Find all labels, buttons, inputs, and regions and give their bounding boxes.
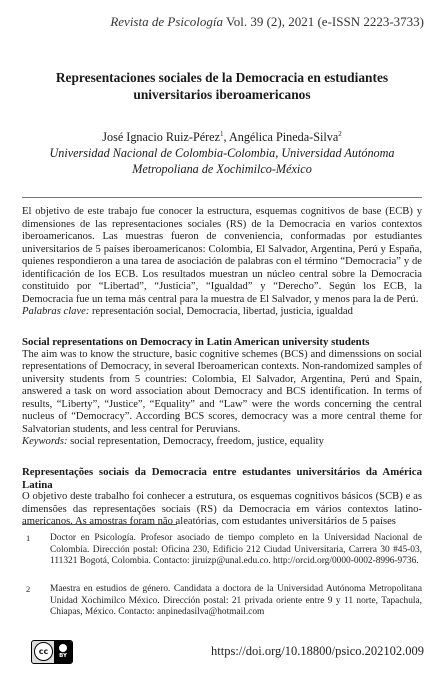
abstract-portuguese-text: O objetivo deste trabalho foi conhecer a estrutura, os esquemas cognitivos básicos (SCB) e as dimensões das representações sociais (RS) da Democracia em vários contextos latino-americanos. As amostras foram não aleatórias, com estudantes universitários de 5 países xyxy=(22,491,422,527)
journal-name: Revista de Psicología xyxy=(110,14,223,29)
affiliation-line-2: Metropoliana de Xochimilco-México xyxy=(132,162,312,177)
author-1: José Ignacio Ruiz-Pérez xyxy=(102,130,221,145)
keywords-spanish xyxy=(22,306,422,319)
abstract-spanish-text: El objetivo de este trabajo fue conocer la estructura, esquemas cognitivos de base (ECB) y dimensiones de las representaciones sociales (RS) de la Democracia en varios contextos iberoamericanos. Las muestras fueron de conveniencia, conformadas por estudiantes universitarios de 5 países iberoamericanos: Colombia, El Salvador, Argentina, Perú y España, quienes respondieron a una tarea de asociación de palabras con el término “Democracia” y de identificación de los ECB. Los resultados muestran un núcleo central sobre la Democracia constituido por “Libertad”, “Justicia”, “Igualdad” y “Derecho”. Según los ECB, la Democracia fue un tema más central para la muestra de El Salvador, y menos para la de Perú. xyxy=(22,206,422,305)
keywords-spanish-label: Palabras clave: xyxy=(22,306,90,317)
abstract-portuguese xyxy=(22,466,422,529)
footnote-2 xyxy=(22,584,422,619)
abstract-portuguese-heading: Representações sociais da Democracia entre estudantes universitários da América Latina xyxy=(22,466,422,491)
abstract-english xyxy=(22,336,422,449)
keywords-english-label: Keywords: xyxy=(22,436,68,447)
keywords-english-list: social representation, Democracy, freedom, justice, equality xyxy=(67,436,324,447)
keywords-spanish-list: representación social, Democracia, libertad, justicia, igualdad xyxy=(89,306,353,317)
doi-link[interactable]: https://doi.org/10.18800/psico.202102.009 xyxy=(211,644,424,658)
footnote-2-number: 2 xyxy=(26,584,31,594)
article-title: Representaciones sociales de la Democracia en estudiantes universitarios iberoamericanos xyxy=(55,70,389,102)
abstract-divider xyxy=(22,197,422,198)
by-attribution-icon: BY xyxy=(54,641,72,663)
footnote-1 xyxy=(22,533,422,568)
author-1-footnote-ref[interactable]: 1 xyxy=(220,130,224,138)
creative-commons-by-icon[interactable] xyxy=(31,640,73,664)
footnote-1-number: 1 xyxy=(26,533,31,543)
footnote-divider xyxy=(22,524,177,525)
abstract-english-heading: Social representations on Democracy in Latin American university students xyxy=(22,336,370,348)
author-2: Angélica Pineda-Silva xyxy=(228,130,339,145)
footnote-1-text: Doctor en Psicología. Profesor asociado de tiempo completo en la Universidad Nacional de Colombia. Dirección postal: Oficina 230, Edificio 212 Ciudad Universitaria, Carrera 30 #45-03, 111321 Bogotá, Colombia. Contacto: jiruizp@unal.edu.co. http://orcid.org/0000-0002-8996-9736. xyxy=(50,533,422,566)
author-separator: , xyxy=(223,130,229,145)
footnote-2-text: Maestra en estudios de género. Candidata a doctora de la Universidad Autónoma Metropolitana Unidad Xochimilco México. Dirección postal: 21 privada oriente entre 9 y 11 norte, Tapachula, Chiapas, México. Contacto: anpinedasilva@hotmail.com xyxy=(50,584,422,617)
author-names xyxy=(10,126,434,145)
abstract-spanish xyxy=(22,206,422,319)
journal-header xyxy=(110,14,424,30)
author-2-footnote-ref[interactable]: 2 xyxy=(338,130,342,138)
affiliation-line-1: Universidad Nacional de Colombia-Colombia, Universidad Autónoma xyxy=(49,146,395,161)
keywords-english xyxy=(22,436,422,449)
cc-logo-icon: cc xyxy=(34,642,53,661)
person-icon xyxy=(59,644,67,652)
author-block xyxy=(10,126,434,177)
abstract-english-text: The aim was to know the structure, basic cognitive schemes (BCS) and dimenssions on social representations of Democracy, in several Iberoamerican contexts. Non-randomized samples of university students from 5 countries: Colombia, El Salvador, Argentina, Perú and Spain, answered a task on word association about Democracy and BCS identification. In terms of results, “Liberty”, “Justice”, “Equality” and “Law” were the words concerning the central nucleus of “Democracy”. According BCS scores, democracy was a more central theme for Salvatorian students, and less central for Peruvians. xyxy=(22,348,422,435)
journal-volume-info: Vol. 39 (2), 2021 (e-ISSN 2223-3733) xyxy=(222,14,424,29)
